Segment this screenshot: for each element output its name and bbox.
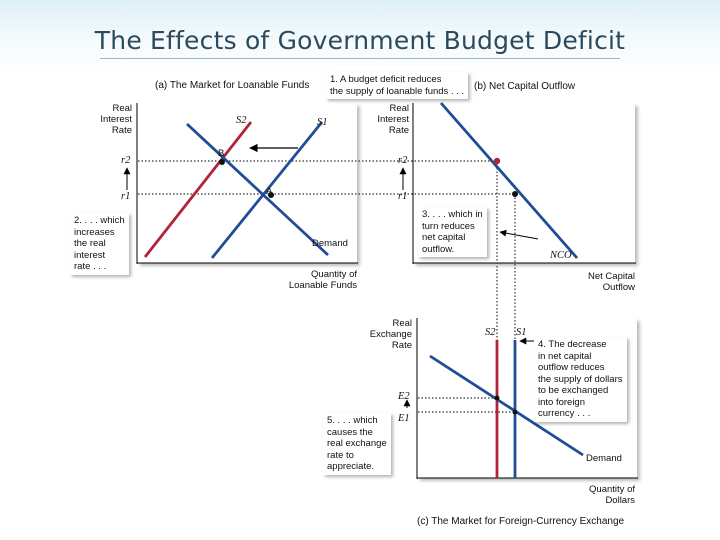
demand-label-c: Demand [586,453,622,464]
panel-b-r2-label: r2 [398,155,408,166]
note-1-budget-deficit: 1. A budget deficit reduces the supply of loanable funds . . . [326,72,468,99]
panel-c-heading: (c) The Market for Foreign-Currency Exchange [417,516,625,527]
note-3-reduces-nco: 3. . . . which in turn reduces net capital outflow. [418,207,487,257]
panel-c-y-label: Real Exchange Rate [369,318,412,351]
slide-title: The Effects of Government Budget Deficit [94,26,626,55]
point-a-label: A [266,186,273,197]
supply-curve-s2-a [145,122,251,257]
nco-label: NCO [550,250,572,261]
point-b-marker [219,159,225,165]
s2-label-a: S2 [236,115,247,126]
panel-a-heading: (a) The Market for Loanable Funds [155,80,310,91]
c-e1-point [513,410,518,415]
panel-a-x-label: Quantity of Loanable Funds [288,269,357,291]
note-2-raises-rate: 2. . . . which increases the real interest rate . . . [70,213,129,275]
panel-a-r1-label: r1 [121,191,131,202]
c-e2-point [495,396,500,401]
panel-c-e2-label: E2 [398,391,410,402]
demand-curve-a [187,124,328,255]
panel-a-y-label: Real Interest Rate [100,103,132,136]
nco-shift-arrow [500,232,538,239]
nco-r2-point [494,158,500,164]
point-b-label: B [218,148,225,159]
note-4-reduces-dollar-supply: 4. The decrease in net capital outflow reduces the supply of dollars to be exchanged into foreign currency . . . [534,337,627,422]
s1-label-a: S1 [317,117,328,128]
panel-b-y-label: Real Interest Rate [377,103,409,136]
panel-b-heading: (b) Net Capital Outflow [474,81,576,92]
s1-label-c: S1 [516,327,527,338]
panel-c-e1-label: E1 [398,413,410,424]
nco-r1-point [512,191,518,197]
panel-b-x-label: Net Capital Outflow [588,271,635,293]
s2-label-c: S2 [485,327,496,338]
panel-c-x-label: Quantity of Dollars [589,484,635,506]
demand-label-a: Demand [312,238,348,249]
panel-a-r2-label: r2 [121,155,131,166]
note-5-appreciation: 5. . . . which causes the real exchange rate to appreciate. [323,413,391,475]
panel-b-r1-label: r1 [398,191,408,202]
